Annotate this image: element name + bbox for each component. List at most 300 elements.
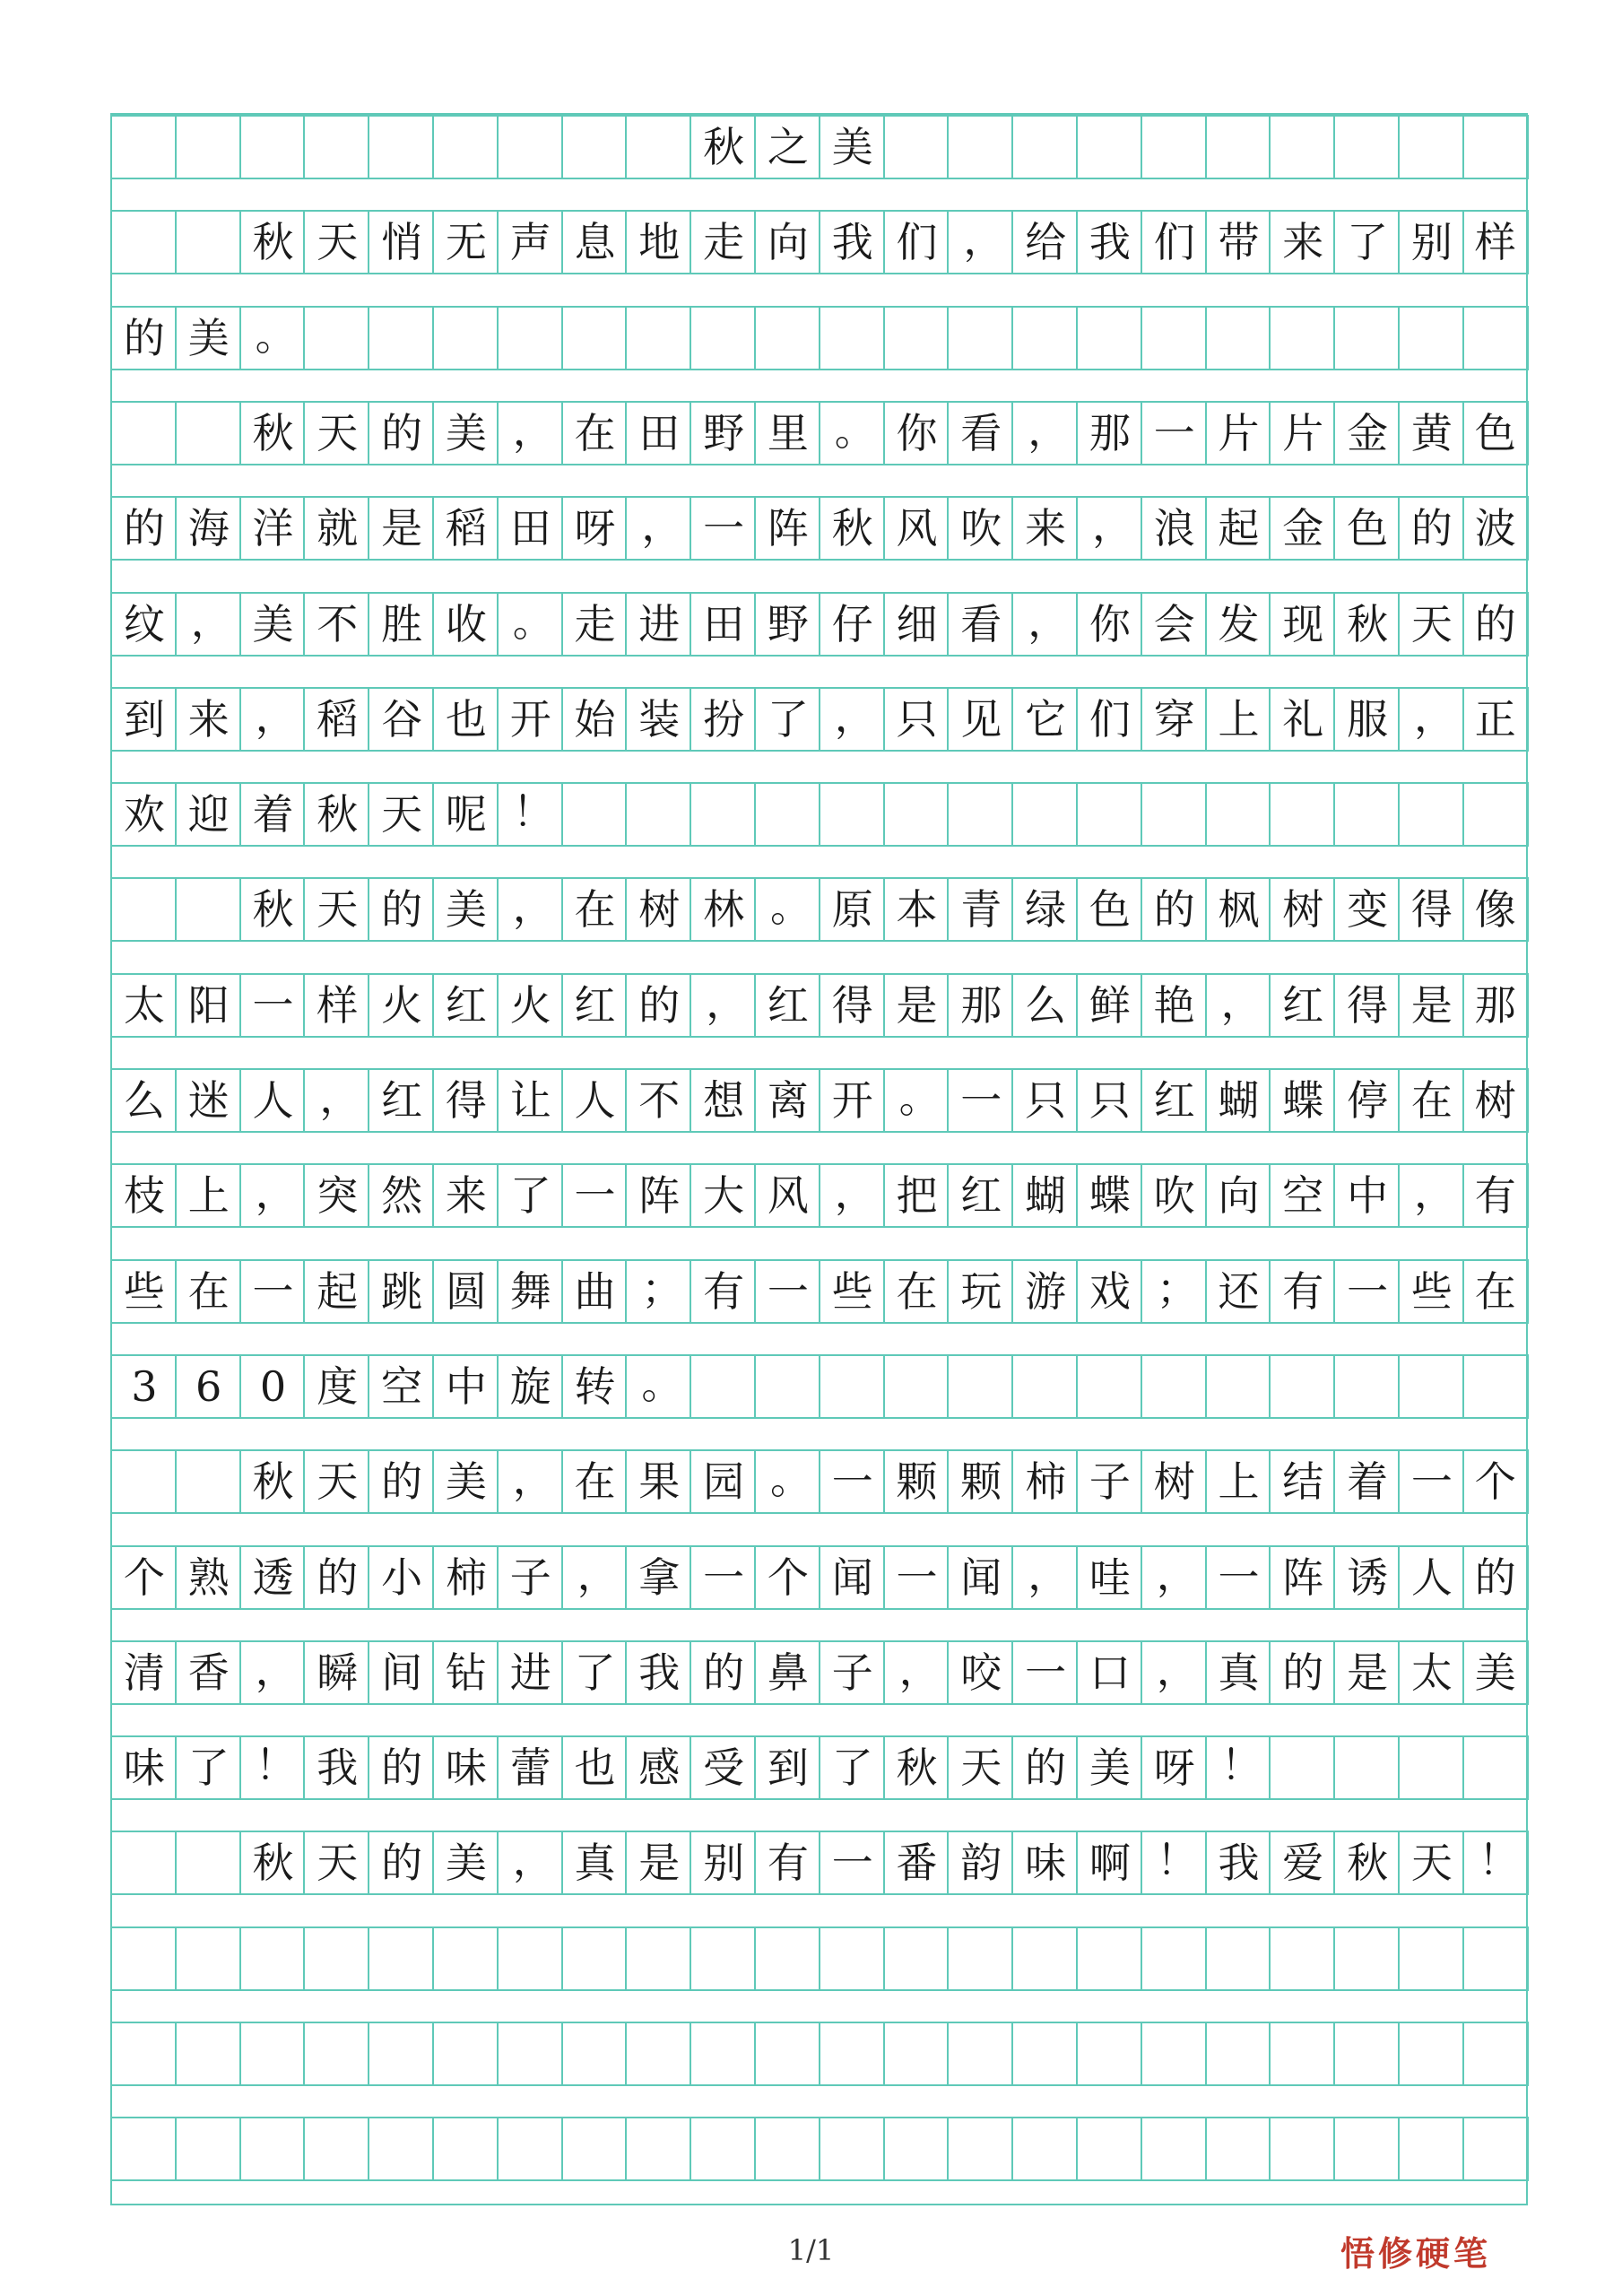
empty-grid-cell: [883, 1926, 950, 1991]
essay-char: 6: [175, 1354, 241, 1419]
empty-grid-cell: [819, 782, 885, 847]
empty-grid-cell: [1398, 306, 1464, 370]
essay-char: 始: [561, 687, 628, 752]
essay-char: 见: [947, 687, 1013, 752]
essay-char: 进: [625, 592, 691, 657]
essay-char: ，: [497, 1831, 563, 1895]
essay-char: 它: [1011, 687, 1078, 752]
essay-char: 的: [1462, 592, 1529, 657]
empty-grid-cell: [754, 1354, 820, 1419]
essay-char: 上: [1205, 687, 1271, 752]
essay-char: 跳: [368, 1259, 434, 1324]
essay-char: 迷: [175, 1068, 241, 1133]
empty-grid-cell: [819, 1354, 885, 1419]
essay-char: 。: [754, 877, 820, 942]
empty-grid-cell: [754, 2022, 820, 2086]
essay-char: ，: [561, 1545, 628, 1610]
empty-grid-cell: [175, 115, 241, 179]
empty-grid-cell: [432, 2117, 499, 2181]
essay-char: 树: [1462, 1068, 1529, 1133]
essay-char: 本: [883, 877, 950, 942]
essay-char: 些: [819, 1259, 885, 1324]
essay-char: 闻: [947, 1545, 1013, 1610]
essay-char: 园: [690, 1449, 756, 1514]
empty-grid-cell: [690, 782, 756, 847]
essay-char: 了: [1333, 210, 1400, 274]
essay-char: 里: [754, 401, 820, 465]
empty-grid-cell: [561, 1926, 628, 1991]
essay-char: 结: [1269, 1449, 1335, 1514]
essay-char: 子: [819, 1640, 885, 1705]
essay-char: 向: [1205, 1163, 1271, 1228]
essay-char: 仔: [819, 592, 885, 657]
essay-char: 果: [625, 1449, 691, 1514]
empty-grid-cell: [1205, 115, 1271, 179]
essay-char: 秋: [239, 1449, 306, 1514]
essay-char: 美: [1462, 1640, 1529, 1705]
essay-char: 金: [1333, 401, 1400, 465]
empty-grid-cell: [1011, 115, 1078, 179]
essay-char: 韵: [947, 1831, 1013, 1895]
essay-char: 个: [110, 1545, 177, 1610]
empty-grid-cell: [819, 2022, 885, 2086]
essay-char: 圆: [432, 1259, 499, 1324]
essay-char: 的: [110, 306, 177, 370]
grid-row: [110, 1831, 1529, 1895]
empty-grid-cell: [175, 877, 241, 942]
essay-char: 片: [1269, 401, 1335, 465]
essay-char: ，: [1011, 592, 1078, 657]
essay-char: 迎: [175, 782, 241, 847]
essay-char: 的: [368, 1831, 434, 1895]
essay-char: ，: [1076, 496, 1142, 561]
empty-grid-cell: [239, 2022, 306, 2086]
essay-char: 一: [1398, 1449, 1464, 1514]
essay-char: 枝: [110, 1163, 177, 1228]
essay-char: ，: [883, 1640, 950, 1705]
essay-char: 有: [1462, 1163, 1529, 1228]
essay-char: 个: [1462, 1449, 1529, 1514]
title-char: 之: [754, 115, 820, 179]
essay-char: 美: [239, 592, 306, 657]
empty-grid-cell: [1269, 306, 1335, 370]
essay-char: 美: [1076, 1735, 1142, 1800]
essay-char: 不: [625, 1068, 691, 1133]
essay-char: 有: [754, 1831, 820, 1895]
essay-char: 秋: [1333, 592, 1400, 657]
essay-char: 在: [175, 1259, 241, 1324]
empty-grid-cell: [1141, 2117, 1207, 2181]
essay-char: 纹: [110, 592, 177, 657]
essay-char: 我: [625, 1640, 691, 1705]
essay-char: 蝶: [1076, 1163, 1142, 1228]
essay-char: 大: [690, 1163, 756, 1228]
essay-char: 秋: [303, 782, 369, 847]
empty-grid-cell: [432, 115, 499, 179]
empty-grid-cell: [175, 1926, 241, 1991]
essay-char: 。: [625, 1354, 691, 1419]
empty-grid-cell: [110, 210, 177, 274]
essay-char: 哇: [1076, 1545, 1142, 1610]
essay-char: 带: [1205, 210, 1271, 274]
essay-char: 是: [1398, 973, 1464, 1038]
empty-grid-cell: [1011, 306, 1078, 370]
grid-row: [110, 877, 1529, 942]
empty-grid-cell: [497, 2117, 563, 2181]
empty-grid-cell: [368, 115, 434, 179]
essay-char: 突: [303, 1163, 369, 1228]
essay-char: 来: [1269, 210, 1335, 274]
empty-grid-cell: [625, 782, 691, 847]
essay-char: ！: [1462, 1831, 1529, 1895]
essay-char: ！: [497, 782, 563, 847]
essay-char: 们: [1141, 210, 1207, 274]
essay-char: 阵: [754, 496, 820, 561]
empty-grid-cell: [947, 782, 1013, 847]
essay-char: 走: [561, 592, 628, 657]
essay-char: 鲜: [1076, 973, 1142, 1038]
essay-char: 得: [819, 973, 885, 1038]
grid-row: [110, 306, 1529, 370]
essay-char: 。: [754, 1449, 820, 1514]
essay-char: 闻: [819, 1545, 885, 1610]
essay-char: 枫: [1205, 877, 1271, 942]
empty-grid-cell: [1462, 115, 1529, 179]
essay-char: 小: [368, 1545, 434, 1610]
essay-char: 红: [368, 1068, 434, 1133]
essay-char: 口: [1076, 1640, 1142, 1705]
essay-char: 子: [1076, 1449, 1142, 1514]
empty-grid-cell: [1205, 2022, 1271, 2086]
empty-grid-cell: [1462, 1926, 1529, 1991]
essay-char: 些: [1398, 1259, 1464, 1324]
essay-char: 的: [1462, 1545, 1529, 1610]
empty-grid-cell: [1141, 782, 1207, 847]
essay-char: 旋: [497, 1354, 563, 1419]
essay-char: ，: [497, 877, 563, 942]
essay-char: 田: [690, 592, 756, 657]
empty-grid-cell: [432, 2022, 499, 2086]
empty-grid-cell: [883, 306, 950, 370]
grid-row: [110, 1354, 1529, 1419]
essay-char: 也: [561, 1735, 628, 1800]
essay-char: 胜: [368, 592, 434, 657]
essay-char: 转: [561, 1354, 628, 1419]
essay-char: 一: [561, 1163, 628, 1228]
empty-grid-cell: [110, 1926, 177, 1991]
empty-grid-cell: [754, 2117, 820, 2181]
essay-char: 柿: [1011, 1449, 1078, 1514]
essay-char: ，: [819, 687, 885, 752]
essay-char: 么: [1011, 973, 1078, 1038]
empty-grid-cell: [561, 2022, 628, 2086]
essay-char: 穿: [1141, 687, 1207, 752]
empty-grid-cell: [883, 1354, 950, 1419]
essay-char: 子: [497, 1545, 563, 1610]
essay-char: 的: [1398, 496, 1464, 561]
essay-char: 无: [432, 210, 499, 274]
essay-char: 美: [432, 1449, 499, 1514]
essay-char: 看: [947, 592, 1013, 657]
title-row: [110, 115, 1529, 179]
essay-char: ，: [497, 401, 563, 465]
essay-char: 树: [1141, 1449, 1207, 1514]
empty-grid-cell: [303, 2117, 369, 2181]
essay-char: ，: [1398, 1163, 1464, 1228]
essay-char: 一: [754, 1259, 820, 1324]
essay-char: 变: [1333, 877, 1400, 942]
essay-char: 的: [368, 1735, 434, 1800]
essay-char: 天: [303, 1831, 369, 1895]
essay-char: 田: [497, 496, 563, 561]
essay-char: 一: [690, 496, 756, 561]
empty-grid-cell: [883, 2117, 950, 2181]
essay-char: 了: [819, 1735, 885, 1800]
essay-char: 么: [110, 1068, 177, 1133]
essay-char: 礼: [1269, 687, 1335, 752]
empty-grid-cell: [1462, 1735, 1529, 1800]
empty-grid-cell: [883, 2022, 950, 2086]
grid-row: [110, 1068, 1529, 1133]
empty-grid-cell: [754, 782, 820, 847]
empty-grid-cell: [432, 1926, 499, 1991]
essay-char: 海: [175, 496, 241, 561]
empty-grid-cell: [110, 877, 177, 942]
essay-char: 味: [432, 1735, 499, 1800]
essay-char: 到: [110, 687, 177, 752]
essay-char: 那: [1076, 401, 1142, 465]
essay-char: 柿: [432, 1545, 499, 1610]
empty-grid-cell: [561, 115, 628, 179]
essay-char: ，: [1141, 1545, 1207, 1610]
essay-char: 透: [239, 1545, 306, 1610]
essay-char: 一: [819, 1449, 885, 1514]
essay-char: 3: [110, 1354, 177, 1419]
essay-char: 看: [947, 401, 1013, 465]
essay-char: 美: [432, 1831, 499, 1895]
empty-grid-cell: [497, 115, 563, 179]
essay-char: 一: [1205, 1545, 1271, 1610]
essay-char: 一: [947, 1068, 1013, 1133]
empty-grid-cell: [1333, 2022, 1400, 2086]
essay-char: 秋: [239, 877, 306, 942]
essay-char: 一: [1141, 401, 1207, 465]
empty-grid-cell: [110, 2022, 177, 2086]
essay-char: 。: [497, 592, 563, 657]
essay-char: 呀: [1141, 1735, 1207, 1800]
essay-char: ，: [1398, 687, 1464, 752]
essay-char: 得: [432, 1068, 499, 1133]
essay-char: 在: [561, 401, 628, 465]
essay-char: ，: [1011, 1545, 1078, 1610]
essay-char: 了: [175, 1735, 241, 1800]
essay-char: 的: [690, 1640, 756, 1705]
essay-char: 的: [368, 1449, 434, 1514]
grid-row: [110, 1259, 1529, 1324]
essay-char: 来: [1011, 496, 1078, 561]
essay-char: 野: [690, 401, 756, 465]
essay-char: 原: [819, 877, 885, 942]
essay-char: 样: [303, 973, 369, 1038]
grid-row: [110, 2022, 1529, 2086]
empty-grid-cell: [883, 782, 950, 847]
essay-char: 太: [110, 973, 177, 1038]
essay-char: 秋: [1333, 1831, 1400, 1895]
essay-char: 空: [1269, 1163, 1335, 1228]
essay-char: 香: [175, 1640, 241, 1705]
empty-grid-cell: [1269, 2117, 1335, 2181]
empty-grid-cell: [1205, 1926, 1271, 1991]
essay-char: 有: [690, 1259, 756, 1324]
essay-char: 一: [239, 1259, 306, 1324]
essay-char: 番: [883, 1831, 950, 1895]
essay-char: 颗: [947, 1449, 1013, 1514]
essay-char: 啊: [1076, 1831, 1142, 1895]
empty-grid-cell: [625, 1926, 691, 1991]
empty-grid-cell: [110, 2117, 177, 2181]
empty-grid-cell: [1462, 2117, 1529, 2181]
essay-char: 还: [1205, 1259, 1271, 1324]
essay-char: 天: [368, 782, 434, 847]
essay-char: 别: [1398, 210, 1464, 274]
essay-char: 拿: [625, 1545, 691, 1610]
empty-grid-cell: [1462, 306, 1529, 370]
empty-grid-cell: [1141, 1926, 1207, 1991]
essay-char: 谷: [368, 687, 434, 752]
essay-char: 树: [1269, 877, 1335, 942]
essay-char: ，: [239, 1640, 306, 1705]
empty-grid-cell: [1205, 782, 1271, 847]
essay-char: 秋: [239, 1831, 306, 1895]
essay-char: 红: [1269, 973, 1335, 1038]
empty-grid-cell: [690, 2117, 756, 2181]
essay-char: 火: [368, 973, 434, 1038]
essay-char: 中: [1333, 1163, 1400, 1228]
essay-char: 一: [690, 1545, 756, 1610]
essay-char: 到: [754, 1735, 820, 1800]
essay-char: 发: [1205, 592, 1271, 657]
essay-char: 天: [303, 877, 369, 942]
essay-char: 的: [368, 877, 434, 942]
essay-char: ！: [1205, 1735, 1271, 1800]
empty-grid-cell: [175, 401, 241, 465]
essay-char: 一: [1333, 1259, 1400, 1324]
essay-char: 火: [497, 973, 563, 1038]
empty-grid-cell: [368, 2022, 434, 2086]
empty-grid-cell: [754, 1926, 820, 1991]
empty-grid-cell: [1333, 1354, 1400, 1419]
essay-char: 天: [303, 210, 369, 274]
empty-grid-cell: [690, 2022, 756, 2086]
essay-char: 熟: [175, 1545, 241, 1610]
empty-grid-cell: [175, 2022, 241, 2086]
essay-char: 清: [110, 1640, 177, 1705]
essay-char: 舞: [497, 1259, 563, 1324]
essay-char: 让: [497, 1068, 563, 1133]
grid-row: [110, 2117, 1529, 2181]
essay-char: ，: [497, 1449, 563, 1514]
empty-grid-cell: [690, 306, 756, 370]
essay-char: ，: [1011, 401, 1078, 465]
essay-char: 样: [1462, 210, 1529, 274]
essay-char: 走: [690, 210, 756, 274]
empty-grid-cell: [1269, 115, 1335, 179]
empty-grid-cell: [690, 1354, 756, 1419]
essay-char: 色: [1333, 496, 1400, 561]
essay-char: 蕾: [497, 1735, 563, 1800]
essay-char: 阵: [625, 1163, 691, 1228]
empty-grid-cell: [625, 306, 691, 370]
brand-seal: 悟修硬笔: [1340, 2233, 1492, 2274]
empty-grid-cell: [819, 2117, 885, 2181]
essay-char: 们: [883, 210, 950, 274]
empty-grid-cell: [1076, 306, 1142, 370]
empty-grid-cell: [1398, 1354, 1464, 1419]
essay-char: 美: [175, 306, 241, 370]
empty-grid-cell: [1076, 1354, 1142, 1419]
grid-row: [110, 687, 1529, 752]
empty-grid-cell: [947, 1354, 1013, 1419]
essay-char: 天: [1398, 1831, 1464, 1895]
essay-char: 戏: [1076, 1259, 1142, 1324]
empty-grid-cell: [754, 306, 820, 370]
essay-char: 0: [239, 1354, 306, 1419]
empty-grid-cell: [1205, 2117, 1271, 2181]
essay-char: 黄: [1398, 401, 1464, 465]
empty-grid-cell: [110, 401, 177, 465]
essay-char: 鼻: [754, 1640, 820, 1705]
grid-row: [110, 496, 1529, 561]
empty-grid-cell: [368, 2117, 434, 2181]
empty-grid-cell: [1333, 1735, 1400, 1800]
essay-char: 的: [110, 496, 177, 561]
essay-char: 只: [1011, 1068, 1078, 1133]
empty-grid-cell: [1011, 782, 1078, 847]
essay-char: 一: [239, 973, 306, 1038]
essay-char: 秋: [819, 496, 885, 561]
essay-char: 度: [303, 1354, 369, 1419]
essay-char: 来: [175, 687, 241, 752]
essay-char: 上: [175, 1163, 241, 1228]
essay-char: 诱: [1333, 1545, 1400, 1610]
essay-char: 红: [1141, 1068, 1207, 1133]
essay-char: 美: [432, 877, 499, 942]
essay-char: 装: [625, 687, 691, 752]
essay-char: 味: [110, 1735, 177, 1800]
grid-row: [110, 1163, 1529, 1228]
essay-char: 得: [1398, 877, 1464, 942]
essay-char: ，: [239, 687, 306, 752]
essay-char: 现: [1269, 592, 1335, 657]
empty-grid-cell: [1205, 1354, 1271, 1419]
empty-grid-cell: [1011, 1354, 1078, 1419]
empty-grid-cell: [1269, 1354, 1335, 1419]
essay-char: 味: [1011, 1831, 1078, 1895]
essay-char: 阵: [1269, 1545, 1335, 1610]
essay-char: 瞬: [303, 1640, 369, 1705]
essay-char: 蝴: [1205, 1068, 1271, 1133]
essay-char: 真: [1205, 1640, 1271, 1705]
essay-char: 细: [883, 592, 950, 657]
essay-char: 呢: [432, 782, 499, 847]
essay-char: 红: [432, 973, 499, 1038]
essay-char: 起: [303, 1259, 369, 1324]
empty-grid-cell: [1269, 2022, 1335, 2086]
essay-char: 别: [690, 1831, 756, 1895]
essay-char: 然: [368, 1163, 434, 1228]
empty-grid-cell: [1141, 115, 1207, 179]
essay-char: 了: [754, 687, 820, 752]
